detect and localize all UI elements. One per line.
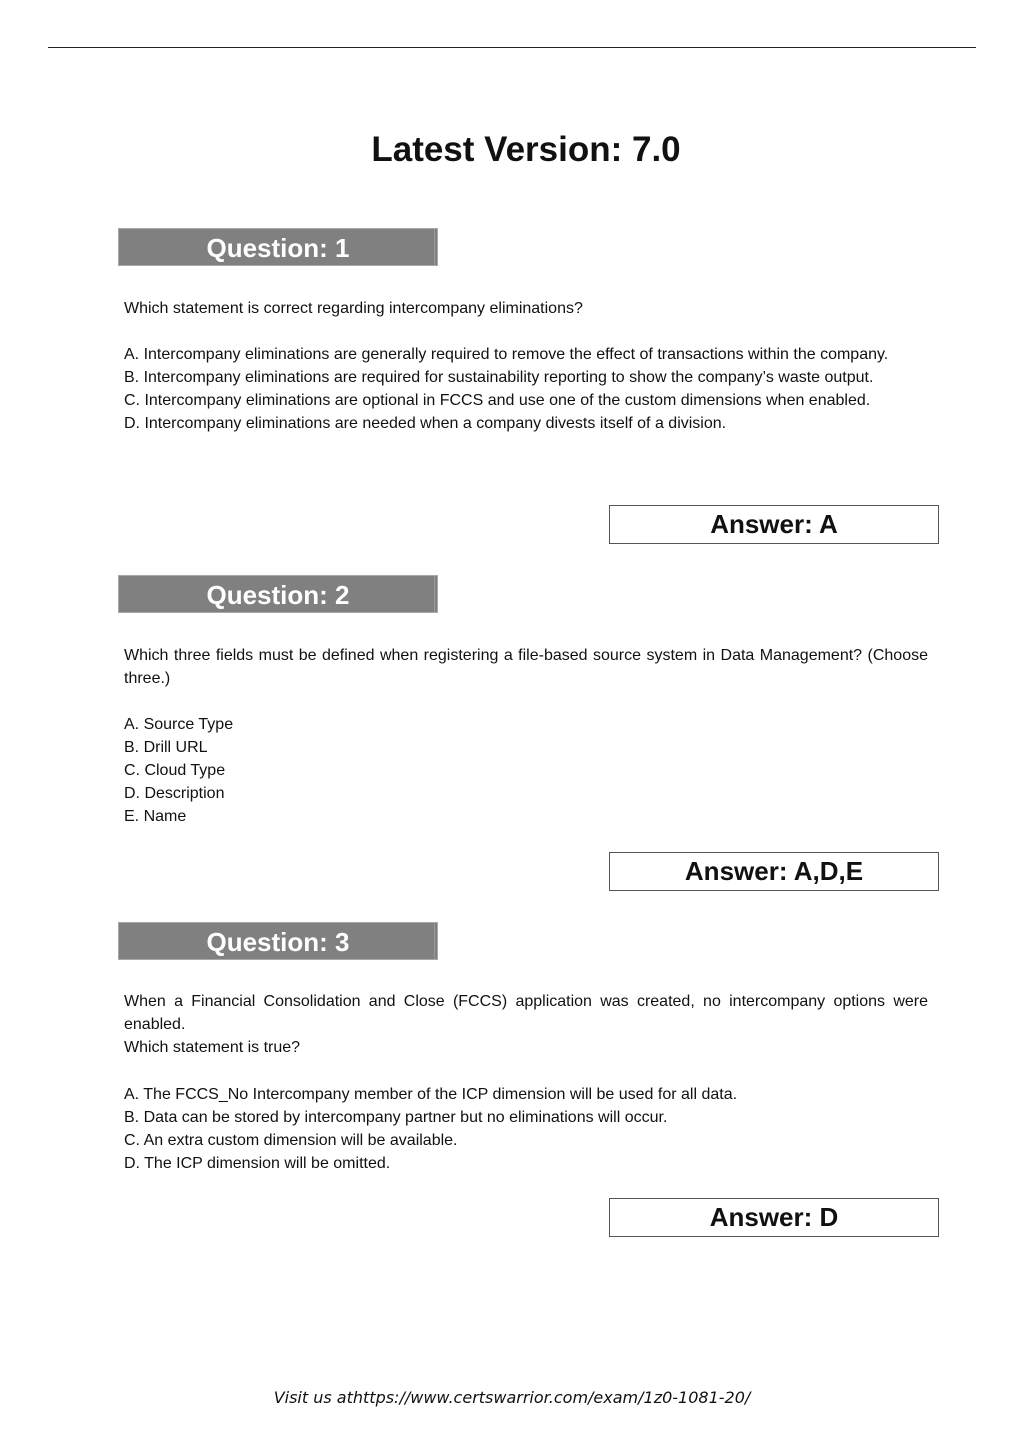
question-2-option-a: A. Source Type — [124, 716, 234, 733]
page-title: Latest Version: 7.0 — [371, 130, 681, 169]
question-2-text — [124, 644, 928, 690]
question-3-option-b: B. Data can be stored by intercompany partner but no eliminations will occur. — [124, 1109, 668, 1126]
question-3-option-d: D. The ICP dimension will be omitted. — [124, 1155, 391, 1172]
question-2-option-b: B. Drill URL — [124, 739, 208, 756]
question-2-options — [124, 713, 928, 828]
question-1-option-d: D. Intercompany eliminations are needed when a company divests itself of a division. — [124, 415, 727, 432]
question-3-option-a: A. The FCCS_No Intercompany member of the ICP dimension will be used for all data. — [124, 1086, 738, 1103]
question-1-text — [124, 297, 928, 320]
question-3-option-c: C. An extra custom dimension will be available. — [124, 1132, 458, 1149]
question-3-text — [124, 990, 928, 1059]
question-3-options — [124, 1083, 928, 1175]
question-3-answer-box — [609, 1198, 939, 1237]
question-2-option-c: C. Cloud Type — [124, 762, 226, 779]
question-2-option-e: E. Name — [124, 808, 187, 825]
question-3-header — [118, 922, 438, 960]
question-1-header — [118, 228, 438, 266]
question-3-stem-2: Which statement is true? — [124, 1039, 301, 1056]
footer-link[interactable]: Visit us athttps://www.certswarrior.com/exam/1z0-1081-20/ — [273, 1388, 751, 1407]
question-2-header — [118, 575, 438, 613]
question-1-answer: Answer: A — [710, 509, 838, 539]
question-3-stem: When a Financial Consolidation and Close (FCCS) application was created, no intercompany options were enabled. — [124, 993, 928, 1033]
question-2-answer: Answer: A,D,E — [684, 856, 864, 886]
question-2-header-label: Question: 2 — [206, 580, 350, 610]
question-3-header-label: Question: 3 — [206, 927, 350, 957]
question-1-answer-box — [609, 505, 939, 544]
question-2-answer-box — [609, 852, 939, 891]
header-rule — [48, 47, 976, 48]
question-2-option-d: D. Description — [124, 785, 225, 802]
question-1-option-b: B. Intercompany eliminations are required for sustainability reporting to show the company’s waste output. — [124, 369, 874, 386]
question-2-stem: Which three fields must be defined when registering a file-based source system in Data Management? (Choose three.) — [124, 647, 928, 687]
question-1-option-c: C. Intercompany eliminations are optional in FCCS and use one of the custom dimensions when enabled. — [124, 392, 871, 409]
question-1-option-a: A. Intercompany eliminations are generally required to remove the effect of transactions within the company. — [124, 346, 889, 363]
question-1-stem: Which statement is correct regarding intercompany eliminations? — [124, 300, 583, 317]
question-3-answer: Answer: D — [709, 1202, 839, 1232]
question-1-options — [124, 343, 928, 435]
question-1-header-label: Question: 1 — [206, 233, 350, 263]
